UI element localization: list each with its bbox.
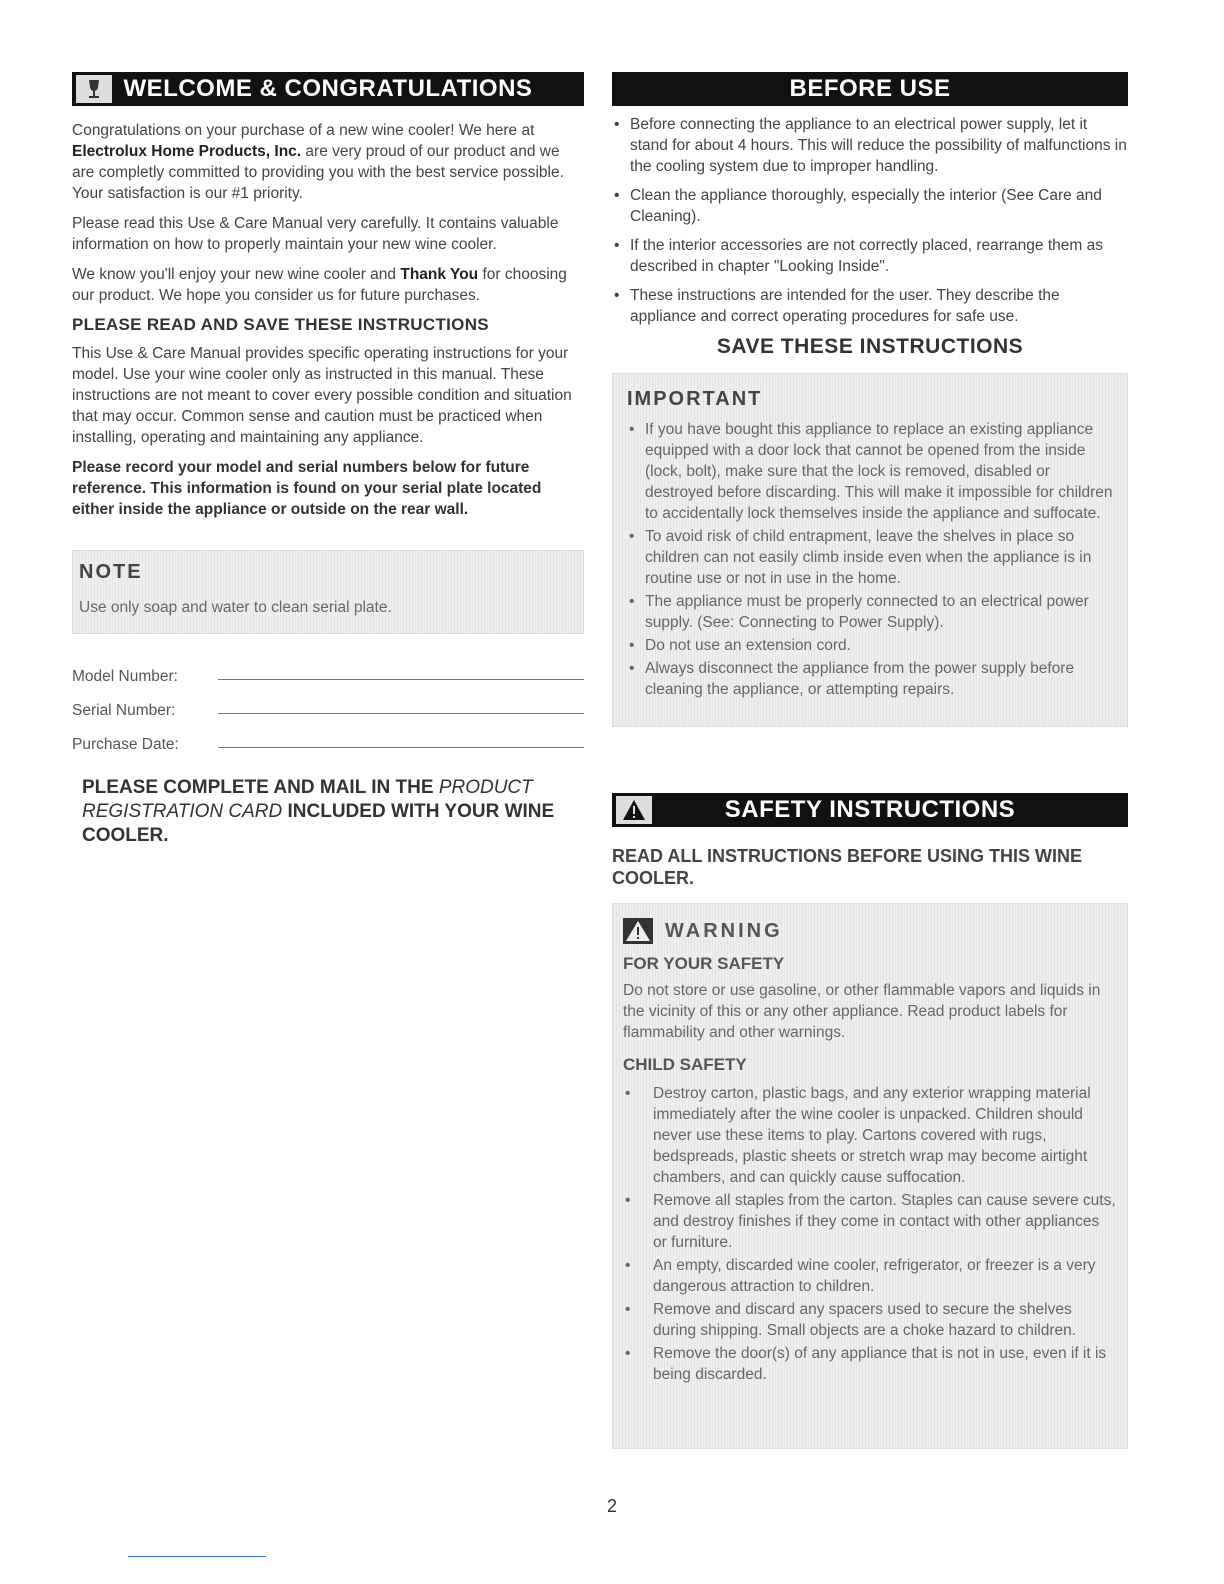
note-text: Use only soap and water to clean serial plate. — [79, 599, 392, 616]
before-use-banner — [612, 72, 1128, 106]
purchase-date-line — [218, 747, 584, 748]
important-box — [612, 373, 1128, 727]
model-number-field — [72, 652, 584, 686]
purchase-date-label: Purchase Date: — [72, 736, 179, 753]
registration-card-name: PRODUCT REGISTRATION CARD — [82, 777, 533, 822]
warning-triangle-icon — [623, 918, 653, 944]
welcome-paragraph-3: We know you'll enjoy your new wine cooler and Thank You for choosing our product. We hope you consider us for future purchases. — [72, 266, 567, 304]
list-item: • To avoid risk of child entrapment, leave the shelves in place so children can not easily climb inside even when the appliance is in routine use or not in use in the home. — [627, 526, 1113, 589]
purchase-date-field — [72, 720, 584, 754]
note-box — [72, 550, 584, 634]
list-item: • Remove all staples from the carton. Staples can cause severe cuts, and destroy finishes if they come in contact with other appliances or furniture. — [623, 1190, 1117, 1253]
warning-title: WARNING — [665, 919, 783, 942]
list-item: • An empty, discarded wine cooler, refrigerator, or freezer is a very dangerous attraction to children. — [623, 1255, 1117, 1297]
serial-number-line — [218, 713, 584, 714]
list-item: • If the interior accessories are not correctly placed, rearrange them as described in chapter "Looking Inside". — [612, 235, 1128, 277]
before-use-list — [612, 114, 1128, 327]
thank-you-text: Thank You — [400, 266, 479, 283]
list-item: • The appliance must be properly connected to an electrical power supply. (See: Connecting to Power Supply). — [627, 591, 1113, 633]
safety-banner — [612, 793, 1128, 827]
read-all-heading: READ ALL INSTRUCTIONS BEFORE USING THIS WINE COOLER. — [612, 846, 1083, 888]
list-item: • Do not use an extension cord. — [627, 635, 1113, 656]
list-item: • These instructions are intended for the user. They describe the appliance and correct operating procedures for safe use. — [612, 285, 1128, 327]
link-underline — [128, 1556, 266, 1557]
child-safety-heading: CHILD SAFETY — [623, 1055, 747, 1074]
list-item: • Before connecting the appliance to an electrical power supply, let it stand for about 4 hours. This will reduce the possibility of malfunctions in the cooling system due to improper handling. — [612, 114, 1128, 177]
before-use-title: BEFORE USE — [789, 75, 951, 102]
serial-number-field — [72, 686, 584, 720]
instructions-heading: PLEASE READ AND SAVE THESE INSTRUCTIONS — [72, 315, 489, 334]
welcome-paragraph-2: Please read this Use & Care Manual very carefully. It contains valuable information on how to properly maintain your new wine cooler. — [72, 215, 559, 253]
serial-number-label: Serial Number: — [72, 702, 176, 719]
for-your-safety-heading: FOR YOUR SAFETY — [623, 954, 785, 973]
warning-box — [612, 903, 1128, 1449]
list-item: • If you have bought this appliance to replace an existing appliance equipped with a door lock that cannot be opened from the inside (lock, bolt), make sure that the lock is removed, disabled or destroyed before discarding. This will make it impossible for children to accidentally lock themselves inside the appliance and suffocate. — [627, 419, 1113, 524]
for-your-safety-text: Do not store or use gasoline, or other flammable vapors and liquids in the vicinity of this or any other appliance. Read product labels for flammability and other warnings. — [623, 982, 1101, 1041]
record-numbers-paragraph: Please record your model and serial numbers below for future reference. This information is found on your serial plate located either inside the appliance or outside on the rear wall. — [72, 459, 542, 518]
model-number-line — [218, 679, 584, 680]
wine-glass-icon — [76, 75, 112, 103]
right-column — [612, 72, 1128, 1449]
safety-title: SAFETY INSTRUCTIONS — [724, 796, 1016, 823]
list-item: • Remove and discard any spacers used to secure the shelves during shipping. Small objects are a choke hazard to children. — [623, 1299, 1117, 1341]
company-name: Electrolux Home Products, Inc. — [72, 143, 302, 160]
warning-icon — [616, 796, 652, 824]
save-instructions-heading: SAVE THESE INSTRUCTIONS — [716, 335, 1024, 358]
record-fields — [72, 652, 584, 754]
model-number-label: Model Number: — [72, 668, 178, 685]
warning-header — [623, 918, 1117, 944]
important-title: IMPORTANT — [627, 388, 763, 410]
list-item: • Destroy carton, plastic bags, and any exterior wrapping material immediately after the wine cooler is unpacked. Children should never use these items to play. Cartons covered with rugs, bedspreads, plastic sheets or stretch wrap may become airtight chambers, and can quickly cause suffocation. — [623, 1083, 1117, 1188]
welcome-paragraph-1: Congratulations on your purchase of a new wine cooler! We here at Electrolux Home Products, Inc. are very proud of our product and we are completly committed to providing you with the best service possible. Your satisfaction is our #1 priority. — [72, 122, 564, 202]
page-number: 2 — [606, 1496, 617, 1516]
note-title: NOTE — [79, 561, 143, 583]
registration-notice: PLEASE COMPLETE AND MAIL IN THE PRODUCT REGISTRATION CARD INCLUDED WITH YOUR WINE COOLER. — [82, 777, 555, 846]
welcome-title: WELCOME & CONGRATULATIONS — [123, 75, 533, 102]
welcome-banner — [72, 72, 584, 106]
child-safety-list — [623, 1083, 1117, 1385]
left-column — [72, 72, 584, 848]
list-item: • Remove the door(s) of any appliance that is not in use, even if it is being discarded. — [623, 1343, 1117, 1385]
instructions-paragraph: This Use & Care Manual provides specific operating instructions for your model. Use your wine cooler only as instructed in this manual. These instructions are not meant to cover every possible condition and situation that may occur. Common sense and caution must be practiced when installing, operating and maintaining any appliance. — [72, 345, 572, 446]
important-list — [627, 419, 1113, 700]
list-item: • Clean the appliance thoroughly, especially the interior (See Care and Cleaning). — [612, 185, 1128, 227]
list-item: • Always disconnect the appliance from the power supply before cleaning the appliance, or attempting repairs. — [627, 658, 1113, 700]
